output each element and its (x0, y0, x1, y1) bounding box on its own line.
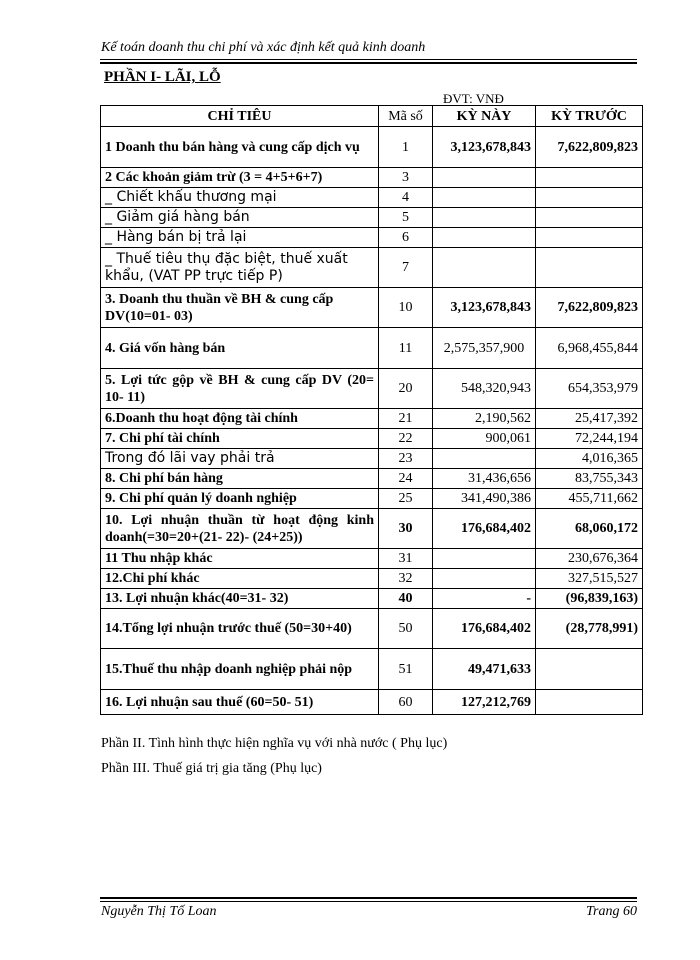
row-code: 11 (379, 328, 433, 369)
footer-rule (100, 901, 637, 902)
table-row (101, 469, 643, 489)
row-previous (536, 248, 643, 288)
row-code: 30 (379, 509, 433, 549)
row-previous: 455,711,662 (536, 489, 643, 509)
row-previous: 230,676,364 (536, 549, 643, 569)
table-row (101, 409, 643, 429)
row-current: 176,684,402 (433, 609, 536, 649)
row-previous (536, 168, 643, 188)
row-previous (536, 188, 643, 208)
row-code: 31 (379, 549, 433, 569)
row-code: 1 (379, 127, 433, 168)
row-code: 51 (379, 649, 433, 690)
row-current (433, 549, 536, 569)
row-current (433, 248, 536, 288)
row-current: 2,190,562 (433, 409, 536, 429)
row-current (433, 569, 536, 589)
income-statement-table (100, 105, 643, 715)
row-current: 3,123,678,843 (433, 288, 536, 328)
footer-rule-thick (100, 897, 637, 899)
col-header-code: Mã số (379, 106, 433, 127)
row-previous: 6,968,455,844 (536, 328, 643, 369)
row-current: 49,471,633 (433, 649, 536, 690)
table-row (101, 690, 643, 715)
row-label: 15.Thuế thu nhập doanh nghiệp phải nộp (101, 649, 379, 690)
table-row (101, 208, 643, 228)
part-two-note: Phần II. Tình hình thực hiện nghĩa vụ với nhà nước ( Phụ lục) (101, 736, 448, 751)
row-previous (536, 208, 643, 228)
col-header-indicator: CHỈ TIÊU (101, 106, 379, 127)
row-code: 24 (379, 469, 433, 489)
footer-author: Nguyễn Thị Tố Loan (101, 904, 217, 919)
row-label: 12.Chi phí khác (101, 569, 379, 589)
row-previous: 327,515,527 (536, 569, 643, 589)
table-row (101, 188, 643, 208)
table-row (101, 609, 643, 649)
table-row (101, 569, 643, 589)
row-label: _ Chiết khấu thương mại (101, 188, 379, 208)
row-current: 176,684,402 (433, 509, 536, 549)
row-current (433, 449, 536, 469)
row-current: 31,436,656 (433, 469, 536, 489)
row-previous: 654,353,979 (536, 369, 643, 409)
table-row (101, 369, 643, 409)
row-label: _ Thuế tiêu thụ đặc biệt, thuế xuất khẩu, (VAT PP trực tiếp P) (101, 248, 379, 288)
row-code: 23 (379, 449, 433, 469)
table-row (101, 288, 643, 328)
row-current: 127,212,769 (433, 690, 536, 715)
row-label: 10. Lợi nhuận thuần từ hoạt động kinh doanh(=30=20+(21- 22)- (24+25)) (101, 509, 379, 549)
row-code: 3 (379, 168, 433, 188)
row-current: - (433, 589, 536, 609)
row-current: 900,061 (433, 429, 536, 449)
row-code: 60 (379, 690, 433, 715)
table-row (101, 449, 643, 469)
row-label: 9. Chi phí quản lý doanh nghiệp (101, 489, 379, 509)
currency-unit: ĐVT: VNĐ (443, 91, 504, 106)
row-label: 3. Doanh thu thuần về BH & cung cấp DV(10=01- 03) (101, 288, 379, 328)
table-row (101, 509, 643, 549)
section-title: PHẦN I- LÃI, LỖ (104, 69, 221, 85)
row-label: 8. Chi phí bán hàng (101, 469, 379, 489)
row-previous: 7,622,809,823 (536, 288, 643, 328)
row-code: 4 (379, 188, 433, 208)
table-row (101, 549, 643, 569)
row-code: 22 (379, 429, 433, 449)
page-header-title: Kế toán doanh thu chi phí và xác định kết quả kinh doanh (101, 40, 426, 55)
table-row (101, 127, 643, 168)
row-code: 50 (379, 609, 433, 649)
table-row (101, 168, 643, 188)
row-label: 13. Lợi nhuận khác(40=31- 32) (101, 589, 379, 609)
row-label: 4. Giá vốn hàng bán (101, 328, 379, 369)
row-label: Trong đó lãi vay phải trả (101, 449, 379, 469)
row-previous: 7,622,809,823 (536, 127, 643, 168)
row-previous: 25,417,392 (536, 409, 643, 429)
row-label: 16. Lợi nhuận sau thuế (60=50- 51) (101, 690, 379, 715)
header-rule-thick (100, 62, 637, 64)
table-row (101, 228, 643, 248)
row-code: 40 (379, 589, 433, 609)
row-label: 7. Chi phí tài chính (101, 429, 379, 449)
table-header-row (101, 106, 643, 127)
row-current: 548,320,943 (433, 369, 536, 409)
row-previous: (96,839,163) (536, 589, 643, 609)
part-three-note: Phần III. Thuế giá trị gia tăng (Phụ lục) (101, 761, 322, 776)
row-previous (536, 690, 643, 715)
table-row (101, 649, 643, 690)
row-label: _ Hàng bán bị trả lại (101, 228, 379, 248)
row-code: 10 (379, 288, 433, 328)
row-current (433, 208, 536, 228)
row-previous (536, 228, 643, 248)
table-row (101, 589, 643, 609)
row-label: 14.Tổng lợi nhuận trước thuế (50=30+40) (101, 609, 379, 649)
row-code: 21 (379, 409, 433, 429)
row-previous (536, 649, 643, 690)
row-label: 6.Doanh thu hoạt động tài chính (101, 409, 379, 429)
row-current (433, 188, 536, 208)
col-header-previous: KỲ TRƯỚC (536, 106, 643, 127)
row-label: 5. Lợi tức gộp về BH & cung cấp DV (20= 10- 11) (101, 369, 379, 409)
header-rule (100, 59, 637, 60)
row-label: 1 Doanh thu bán hàng và cung cấp dịch vụ (101, 127, 379, 168)
row-code: 20 (379, 369, 433, 409)
row-label: 11 Thu nhập khác (101, 549, 379, 569)
row-current (433, 228, 536, 248)
row-previous: (28,778,991) (536, 609, 643, 649)
row-current: 3,123,678,843 (433, 127, 536, 168)
row-code: 7 (379, 248, 433, 288)
row-label: _ Giảm giá hàng bán (101, 208, 379, 228)
row-previous: 83,755,343 (536, 469, 643, 489)
row-code: 5 (379, 208, 433, 228)
table-row (101, 429, 643, 449)
row-label: 2 Các khoản giảm trừ (3 = 4+5+6+7) (101, 168, 379, 188)
row-current: 341,490,386 (433, 489, 536, 509)
row-code: 6 (379, 228, 433, 248)
row-previous: 68,060,172 (536, 509, 643, 549)
row-current: 2,575,357,900 (433, 328, 536, 369)
table-row (101, 489, 643, 509)
row-code: 25 (379, 489, 433, 509)
row-previous: 4,016,365 (536, 449, 643, 469)
row-code: 32 (379, 569, 433, 589)
footer-page-number: Trang 60 (586, 904, 637, 919)
table-row (101, 248, 643, 288)
row-current (433, 168, 536, 188)
table-row (101, 328, 643, 369)
row-previous: 72,244,194 (536, 429, 643, 449)
col-header-current: KỲ NÀY (433, 106, 536, 127)
